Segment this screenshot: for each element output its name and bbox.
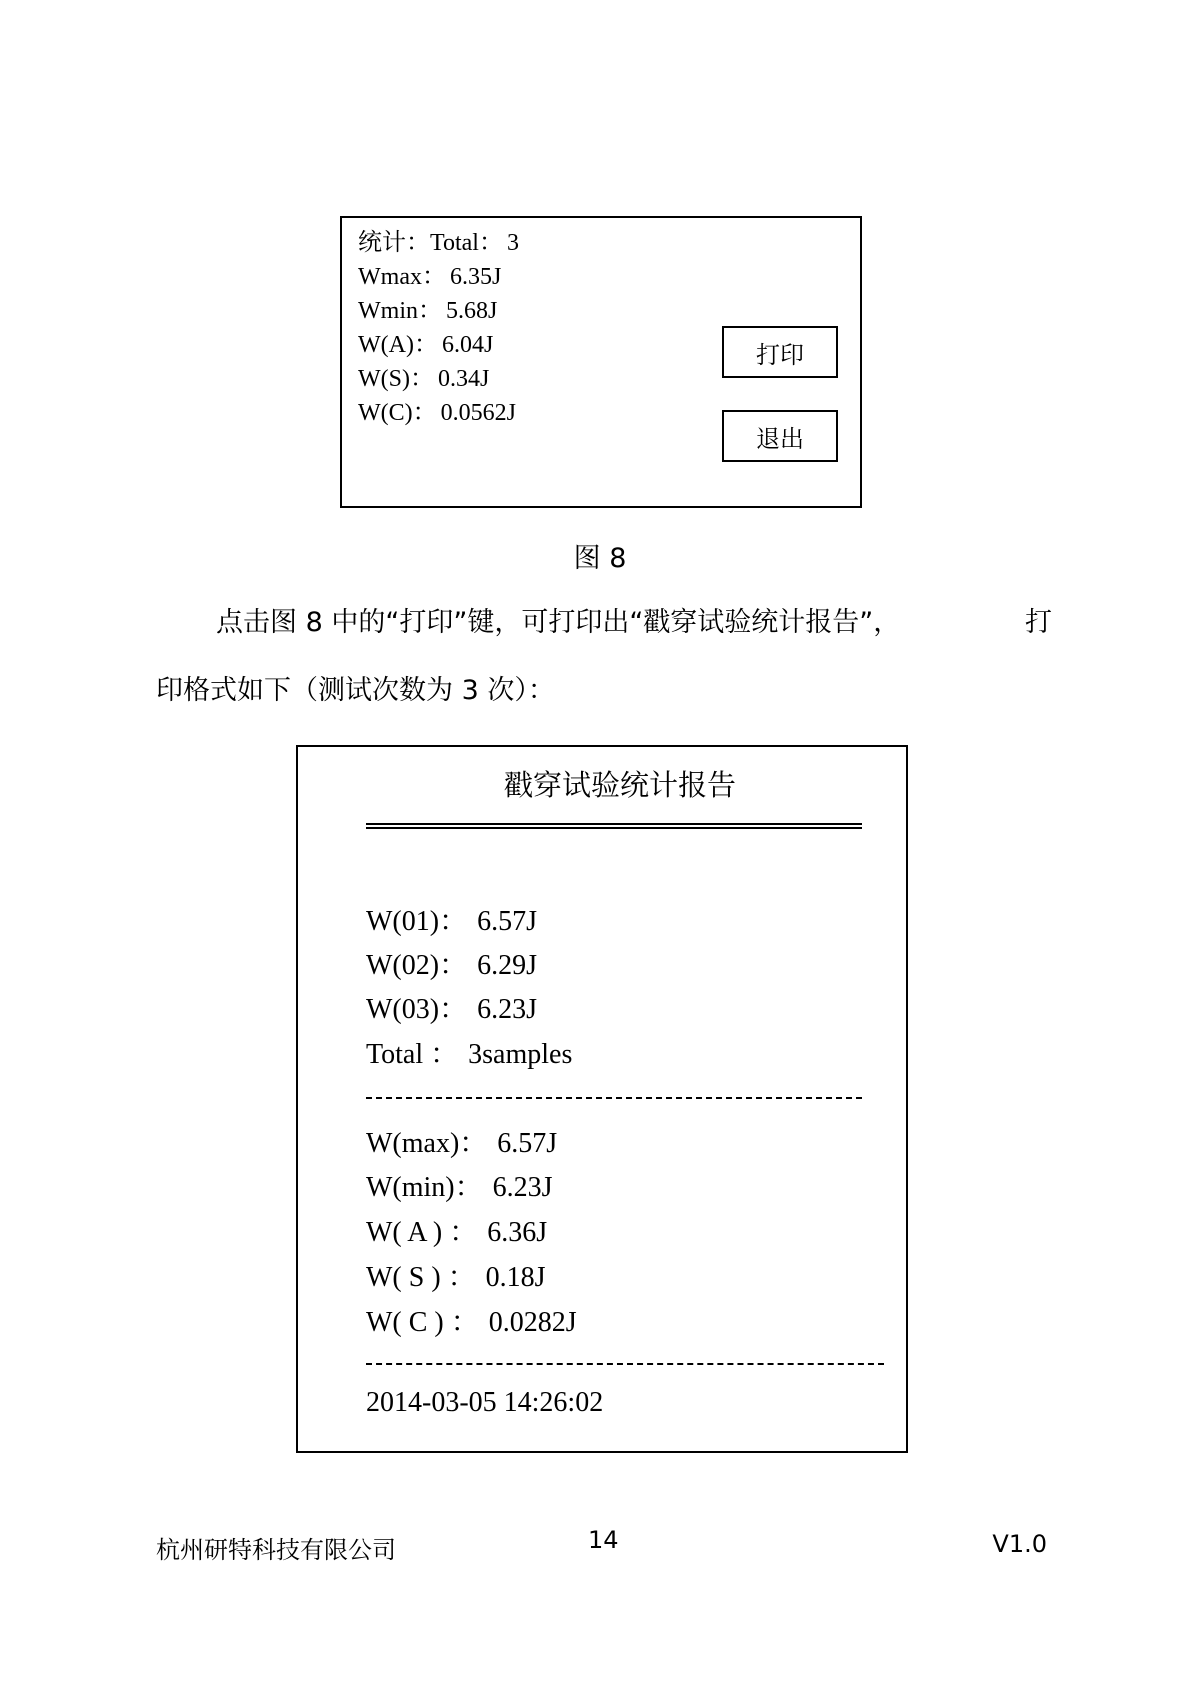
report-stat-row: W( C ) ： 0.0282J bbox=[366, 1307, 577, 1338]
report-stat-row: W( A ) ： 6.36J bbox=[366, 1217, 548, 1248]
report-sample-row: W(02)： 6.29J bbox=[366, 950, 537, 981]
report-double-rule bbox=[366, 823, 862, 829]
paragraph-line-1: 点击图 8 中的“打印”键，可打印出“戳穿试验统计报告”， 打 bbox=[216, 607, 1052, 638]
statistics-lines bbox=[358, 226, 519, 430]
exit-button[interactable]: 退出 bbox=[722, 410, 838, 462]
stat-wmin-line: Wmin： 5.68J bbox=[358, 298, 498, 324]
stat-wa-line: W(A)： 6.04J bbox=[358, 332, 494, 358]
stat-wmax-line: Wmax： 6.35J bbox=[358, 264, 502, 290]
report-timestamp: 2014-03-05 14:26:02 bbox=[366, 1387, 604, 1418]
footer-page-number: 14 bbox=[588, 1526, 619, 1554]
stat-wc-line: W(C)： 0.0562J bbox=[358, 400, 516, 426]
report-dashed-rule bbox=[366, 1097, 862, 1099]
report-sample-row: W(03)： 6.23J bbox=[366, 994, 537, 1025]
statistics-screen-figure bbox=[340, 216, 862, 508]
stat-total-line: 统计：Total： 3 bbox=[358, 230, 519, 256]
report-sample-row: W(01)： 6.57J bbox=[366, 906, 537, 937]
footer-version: V1.0 bbox=[992, 1530, 1047, 1558]
figure-caption: 图 8 bbox=[573, 543, 627, 574]
report-stat-row: W( S ) ： 0.18J bbox=[366, 1262, 546, 1293]
paragraph-line-2: 印格式如下（测试次数为 3 次）： bbox=[156, 675, 555, 706]
stat-ws-line: W(S)： 0.34J bbox=[358, 366, 490, 392]
report-total-row: Total ： 3samples bbox=[366, 1039, 573, 1070]
report-dashed-rule bbox=[366, 1363, 884, 1365]
footer-company: 杭州研特科技有限公司 bbox=[156, 1536, 396, 1564]
report-stat-row: W(max)： 6.57J bbox=[366, 1128, 558, 1159]
print-report-figure bbox=[296, 745, 908, 1453]
report-stat-row: W(min)： 6.23J bbox=[366, 1172, 553, 1203]
print-button[interactable]: 打印 bbox=[722, 326, 838, 378]
report-title: 戳穿试验统计报告 bbox=[503, 768, 736, 802]
